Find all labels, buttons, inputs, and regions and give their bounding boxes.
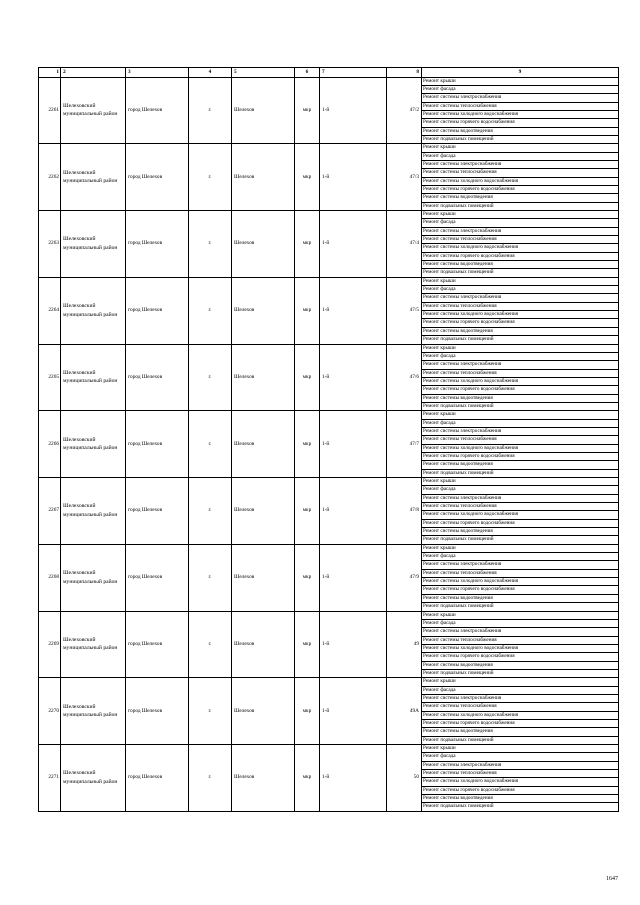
settlement-cell: город Шелехов [126, 611, 189, 678]
work-item: Ремонт системы водоотведения [422, 128, 618, 136]
works-list [422, 612, 618, 678]
work-item: Ремонт фасада [422, 286, 618, 294]
work-item: Ремонт системы теплоснабжения [422, 103, 618, 111]
col-header-2: 2 [61, 68, 126, 78]
table-row [39, 277, 619, 344]
row-number: 2269 [39, 611, 61, 678]
works-cell [422, 344, 619, 411]
work-item: Ремонт системы электроснабжения [422, 228, 618, 236]
city-cell: Шелехов [232, 745, 295, 812]
street-type-cell: мкр [295, 478, 320, 545]
work-item: Ремонт системы водоотведения [422, 662, 618, 670]
city-cell: Шелехов [232, 211, 295, 278]
work-item: Ремонт системы водоотведения [422, 728, 618, 736]
work-item: Ремонт системы теплоснабжения [422, 303, 618, 311]
work-item: Ремонт системы холодного водоснабжения [422, 778, 618, 786]
district-cell: Шелеховский муниципальный район [61, 277, 126, 344]
street-type-cell: мкр [295, 411, 320, 478]
district-cell: Шелеховский муниципальный район [61, 344, 126, 411]
table-row [39, 611, 619, 678]
street-cell: 1-й [320, 411, 387, 478]
works-list [422, 678, 618, 744]
work-item: Ремонт системы холодного водоснабжения [422, 311, 618, 319]
works-cell [422, 211, 619, 278]
work-item: Ремонт системы горячего водоснабжения [422, 787, 618, 795]
works-cell [422, 745, 619, 812]
work-item: Ремонт системы водоотведения [422, 395, 618, 403]
house-number-cell: 47/9 [387, 544, 422, 611]
table-row [39, 211, 619, 278]
work-item: Ремонт системы электроснабжения [422, 762, 618, 770]
locality-type-cell: г. [189, 211, 232, 278]
work-item: Ремонт крыши [422, 545, 618, 553]
col-header-6: 6 [295, 68, 320, 78]
house-number-cell: 49 [387, 611, 422, 678]
works-cell [422, 611, 619, 678]
work-item: Ремонт фасада [422, 486, 618, 494]
street-cell: 1-й [320, 344, 387, 411]
works-cell [422, 678, 619, 745]
street-type-cell: мкр [295, 544, 320, 611]
settlement-cell: город Шелехов [126, 277, 189, 344]
work-item: Ремонт системы электроснабжения [422, 161, 618, 169]
street-cell: 1-й [320, 745, 387, 812]
table-row [39, 678, 619, 745]
work-item: Ремонт системы горячего водоснабжения [422, 186, 618, 194]
work-item: Ремонт системы теплоснабжения [422, 570, 618, 578]
locality-type-cell: г. [189, 144, 232, 211]
work-item: Ремонт фасада [422, 620, 618, 628]
work-item: Ремонт системы водоотведения [422, 461, 618, 469]
street-type-cell: мкр [295, 277, 320, 344]
district-cell: Шелеховский муниципальный район [61, 411, 126, 478]
col-header-9: 9 [422, 68, 619, 78]
work-item: Ремонт системы электроснабжения [422, 561, 618, 569]
work-item: Ремонт системы горячего водоснабжения [422, 453, 618, 461]
district-cell: Шелеховский муниципальный район [61, 678, 126, 745]
work-item: Ремонт подвальных помещений [423, 736, 494, 743]
works-list [422, 411, 618, 477]
street-type-cell: мкр [295, 745, 320, 812]
district-cell: Шелеховский муниципальный район [61, 745, 126, 812]
locality-type-cell: г. [189, 478, 232, 545]
locality-type-cell: г. [189, 678, 232, 745]
works-list [422, 144, 618, 210]
district-cell: Шелеховский муниципальный район [61, 611, 126, 678]
work-item: Ремонт подвальных помещений [423, 469, 494, 476]
table-row [39, 411, 619, 478]
row-number: 2261 [39, 77, 61, 144]
work-item: Ремонт системы теплоснабжения [422, 703, 618, 711]
row-number: 2268 [39, 544, 61, 611]
col-header-8: 8 [387, 68, 422, 78]
work-item: Ремонт системы горячего водоснабжения [422, 319, 618, 327]
work-item: Ремонт фасада [422, 553, 618, 561]
house-number-cell: 47/2 [387, 77, 422, 144]
work-item: Ремонт подвальных помещений [423, 603, 494, 610]
works-list [422, 78, 618, 144]
settlement-cell: город Шелехов [126, 544, 189, 611]
works-list [422, 345, 618, 411]
work-item: Ремонт системы водоотведения [422, 194, 618, 202]
settlement-cell: город Шелехов [126, 77, 189, 144]
street-type-cell: мкр [295, 211, 320, 278]
work-item: Ремонт крыши [422, 144, 618, 152]
work-item: Ремонт системы горячего водоснабжения [422, 253, 618, 261]
work-item: Ремонт системы горячего водоснабжения [422, 653, 618, 661]
settlement-cell: город Шелехов [126, 344, 189, 411]
work-item: Ремонт системы теплоснабжения [422, 169, 618, 177]
repair-program-table [38, 67, 619, 812]
works-list [422, 745, 618, 811]
work-item: Ремонт системы водоотведения [422, 595, 618, 603]
works-cell [422, 144, 619, 211]
row-number: 2265 [39, 344, 61, 411]
table-row [39, 544, 619, 611]
work-item: Ремонт системы теплоснабжения [422, 503, 618, 511]
street-type-cell: мкр [295, 678, 320, 745]
house-number-cell: 47/8 [387, 478, 422, 545]
col-header-4: 4 [189, 68, 232, 78]
row-number: 2266 [39, 411, 61, 478]
work-item: Ремонт системы горячего водоснабжения [422, 386, 618, 394]
locality-type-cell: г. [189, 745, 232, 812]
work-item: Ремонт подвальных помещений [423, 669, 494, 676]
house-number-cell: 47/5 [387, 277, 422, 344]
street-type-cell: мкр [295, 344, 320, 411]
work-item: Ремонт фасада [422, 86, 618, 94]
street-type-cell: мкр [295, 611, 320, 678]
locality-type-cell: г. [189, 344, 232, 411]
work-item: Ремонт крыши [422, 211, 618, 219]
work-item: Ремонт системы электроснабжения [422, 94, 618, 102]
work-item: Ремонт системы электроснабжения [422, 495, 618, 503]
district-cell: Шелеховский муниципальный район [61, 478, 126, 545]
house-number-cell: 47/6 [387, 344, 422, 411]
street-cell: 1-й [320, 678, 387, 745]
locality-type-cell: г. [189, 544, 232, 611]
work-item: Ремонт системы холодного водоснабжения [422, 645, 618, 653]
row-number: 2262 [39, 144, 61, 211]
street-type-cell: мкр [295, 77, 320, 144]
work-item: Ремонт подвальных помещений [423, 269, 494, 276]
city-cell: Шелехов [232, 277, 295, 344]
work-item: Ремонт системы водоотведения [422, 528, 618, 536]
work-item: Ремонт системы холодного водоснабжения [422, 378, 618, 386]
table-row [39, 478, 619, 545]
work-item: Ремонт крыши [422, 478, 618, 486]
works-cell [422, 77, 619, 144]
work-item: Ремонт фасада [422, 353, 618, 361]
work-item: Ремонт системы теплоснабжения [422, 436, 618, 444]
work-item: Ремонт системы теплоснабжения [422, 370, 618, 378]
work-item: Ремонт системы электроснабжения [422, 294, 618, 302]
work-item: Ремонт подвальных помещений [423, 536, 494, 543]
city-cell: Шелехов [232, 144, 295, 211]
house-number-cell: 50 [387, 745, 422, 812]
work-item: Ремонт системы холодного водоснабжения [422, 511, 618, 519]
works-cell [422, 277, 619, 344]
work-item: Ремонт фасада [422, 420, 618, 428]
work-item: Ремонт системы горячего водоснабжения [422, 720, 618, 728]
locality-type-cell: г. [189, 277, 232, 344]
work-item: Ремонт системы холодного водоснабжения [422, 244, 618, 252]
district-cell: Шелеховский муниципальный район [61, 211, 126, 278]
district-cell: Шелеховский муниципальный район [61, 77, 126, 144]
district-cell: Шелеховский муниципальный район [61, 544, 126, 611]
city-cell: Шелехов [232, 344, 295, 411]
settlement-cell: город Шелехов [126, 745, 189, 812]
settlement-cell: город Шелехов [126, 144, 189, 211]
row-number: 2270 [39, 678, 61, 745]
work-item: Ремонт системы холодного водоснабжения [422, 178, 618, 186]
work-item: Ремонт системы электроснабжения [422, 695, 618, 703]
street-cell: 1-й [320, 611, 387, 678]
work-item: Ремонт подвальных помещений [423, 202, 494, 209]
works-cell [422, 411, 619, 478]
work-item: Ремонт системы холодного водоснабжения [422, 111, 618, 119]
document-page [38, 67, 602, 812]
work-item: Ремонт системы электроснабжения [422, 628, 618, 636]
work-item: Ремонт крыши [422, 78, 618, 86]
work-item: Ремонт системы электроснабжения [422, 428, 618, 436]
work-item: Ремонт системы холодного водоснабжения [422, 578, 618, 586]
settlement-cell: город Шелехов [126, 678, 189, 745]
table-row [39, 745, 619, 812]
city-cell: Шелехов [232, 77, 295, 144]
work-item: Ремонт системы водоотведения [422, 261, 618, 269]
locality-type-cell: г. [189, 77, 232, 144]
work-item: Ремонт подвальных помещений [423, 402, 494, 409]
table-body [39, 77, 619, 811]
row-number: 2271 [39, 745, 61, 812]
work-item: Ремонт системы водоотведения [422, 328, 618, 336]
works-list [422, 478, 618, 544]
house-number-cell: 47/4 [387, 211, 422, 278]
work-item: Ремонт крыши [422, 612, 618, 620]
work-item: Ремонт фасада [422, 753, 618, 761]
table-row [39, 344, 619, 411]
work-item: Ремонт фасада [422, 687, 618, 695]
locality-type-cell: г. [189, 411, 232, 478]
house-number-cell: 47/7 [387, 411, 422, 478]
settlement-cell: город Шелехов [126, 411, 189, 478]
work-item: Ремонт системы горячего водоснабжения [422, 119, 618, 127]
house-number-cell: 49А [387, 678, 422, 745]
street-cell: 1-й [320, 77, 387, 144]
work-item: Ремонт крыши [422, 411, 618, 419]
col-header-1: 1 [39, 68, 61, 78]
settlement-cell: город Шелехов [126, 478, 189, 545]
column-number-row [39, 68, 619, 78]
col-header-3: 3 [126, 68, 189, 78]
city-cell: Шелехов [232, 478, 295, 545]
work-item: Ремонт системы горячего водоснабжения [422, 586, 618, 594]
city-cell: Шелехов [232, 611, 295, 678]
row-number: 2264 [39, 277, 61, 344]
work-item: Ремонт системы горячего водоснабжения [422, 520, 618, 528]
work-item: Ремонт подвальных помещений [423, 336, 494, 343]
street-type-cell: мкр [295, 144, 320, 211]
col-header-5: 5 [232, 68, 295, 78]
work-item: Ремонт системы водоотведения [422, 795, 618, 803]
work-item: Ремонт подвальных помещений [423, 803, 494, 810]
settlement-cell: город Шелехов [126, 211, 189, 278]
work-item: Ремонт системы теплоснабжения [422, 236, 618, 244]
table-row [39, 77, 619, 144]
city-cell: Шелехов [232, 411, 295, 478]
work-item: Ремонт фасада [422, 153, 618, 161]
col-header-7: 7 [320, 68, 387, 78]
work-item: Ремонт системы холодного водоснабжения [422, 445, 618, 453]
works-list [422, 211, 618, 277]
work-item: Ремонт подвальных помещений [423, 135, 494, 142]
works-cell [422, 544, 619, 611]
city-cell: Шелехов [232, 544, 295, 611]
street-cell: 1-й [320, 277, 387, 344]
work-item: Ремонт крыши [422, 345, 618, 353]
work-item: Ремонт системы холодного водоснабжения [422, 712, 618, 720]
work-item: Ремонт крыши [422, 745, 618, 753]
works-list [422, 545, 618, 611]
page-number: 1647 [606, 876, 618, 882]
work-item: Ремонт системы теплоснабжения [422, 637, 618, 645]
city-cell: Шелехов [232, 678, 295, 745]
street-cell: 1-й [320, 211, 387, 278]
works-list [422, 278, 618, 344]
locality-type-cell: г. [189, 611, 232, 678]
row-number: 2263 [39, 211, 61, 278]
street-cell: 1-й [320, 478, 387, 545]
work-item: Ремонт крыши [422, 278, 618, 286]
work-item: Ремонт крыши [422, 678, 618, 686]
row-number: 2267 [39, 478, 61, 545]
work-item: Ремонт системы теплоснабжения [422, 770, 618, 778]
table-row [39, 144, 619, 211]
district-cell: Шелеховский муниципальный район [61, 144, 126, 211]
house-number-cell: 47/3 [387, 144, 422, 211]
work-item: Ремонт системы электроснабжения [422, 361, 618, 369]
works-cell [422, 478, 619, 545]
work-item: Ремонт фасада [422, 219, 618, 227]
street-cell: 1-й [320, 544, 387, 611]
street-cell: 1-й [320, 144, 387, 211]
